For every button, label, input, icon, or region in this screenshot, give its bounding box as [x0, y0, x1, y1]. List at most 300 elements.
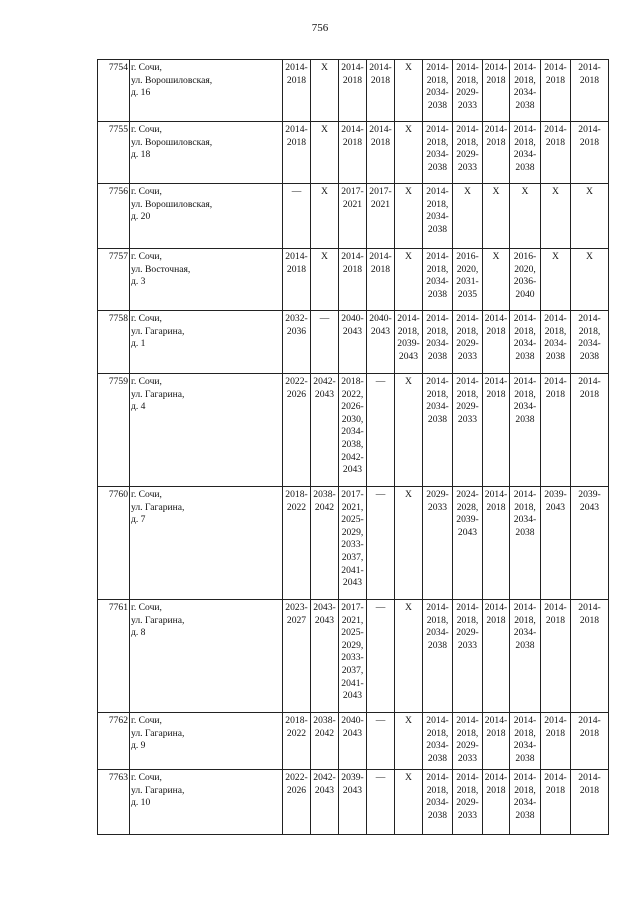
schedule-value: 2025- — [341, 627, 364, 639]
schedule-value: 2018, — [514, 136, 536, 148]
address-line: ул. Ворошиловская, — [131, 136, 213, 148]
schedule-value: 2014- — [484, 124, 508, 135]
schedule-value: 2014- — [513, 715, 537, 726]
schedule-value: 2014- — [578, 124, 601, 135]
schedule-value: 2014- — [544, 62, 567, 73]
schedule-value: 2014- — [426, 313, 449, 324]
schedule-value: 2042- — [313, 376, 336, 387]
schedule-value: 2018 — [579, 784, 600, 796]
schedule-value: 2022- — [285, 772, 308, 783]
schedule-value: 2034- — [426, 211, 449, 223]
schedule-value: X — [321, 62, 328, 73]
schedule-cell — [283, 60, 311, 122]
address-line: ул. Ворошиловская, — [131, 74, 213, 86]
schedule-value: 2018 — [486, 501, 506, 513]
schedule-value: — — [375, 489, 386, 500]
schedule-value: 2021 — [342, 198, 363, 210]
schedule-value: 2014- — [426, 124, 449, 135]
schedule-cell — [367, 311, 395, 374]
schedule-cell — [311, 249, 339, 311]
schedule-cell — [367, 600, 395, 713]
schedule-value: 2038 — [515, 752, 535, 764]
schedule-value: 2029, — [341, 526, 364, 538]
schedule-value: 2016- — [513, 251, 537, 262]
schedule-value: X — [321, 186, 328, 197]
schedule-value: 2014- — [456, 376, 479, 387]
schedule-value: 2043 — [342, 577, 363, 589]
housing-repair-schedule-table — [97, 59, 609, 835]
schedule-value: 2034- — [513, 627, 537, 639]
schedule-value: 2033 — [457, 639, 478, 651]
schedule-cell — [571, 311, 609, 374]
schedule-cell — [423, 487, 453, 600]
schedule-value: 2018, — [514, 727, 536, 739]
schedule-value: 2038 — [515, 350, 535, 362]
schedule-value: 2014- — [578, 715, 601, 726]
schedule-value: — — [375, 602, 386, 613]
address-line: г. Сочи, — [131, 602, 162, 613]
schedule-value: 2024- — [456, 489, 479, 500]
schedule-value: 2042 — [314, 727, 335, 739]
table-row — [98, 184, 609, 249]
row-number: 7763 — [98, 770, 130, 835]
schedule-value: 2021, — [341, 614, 364, 626]
schedule-value: 2018- — [285, 489, 308, 500]
schedule-cell — [283, 713, 311, 770]
schedule-value: 2022 — [286, 501, 307, 513]
schedule-cell — [311, 374, 339, 487]
schedule-cell — [483, 600, 510, 713]
schedule-value: 2038 — [427, 413, 448, 425]
schedule-value: 2018 — [579, 727, 600, 739]
schedule-value: 2018, — [578, 325, 601, 337]
schedule-cell — [510, 60, 541, 122]
schedule-value: — — [375, 715, 386, 726]
schedule-value: X — [321, 251, 328, 262]
schedule-cell — [541, 374, 571, 487]
schedule-value: 2038- — [313, 489, 336, 500]
schedule-value: 2033- — [341, 539, 364, 551]
schedule-value: 2029- — [456, 401, 479, 413]
schedule-value: 2018, — [456, 325, 479, 337]
schedule-value: 2041- — [341, 564, 364, 576]
schedule-value: 2018, — [397, 325, 420, 337]
schedule-value: 2018 — [545, 388, 566, 400]
schedule-value: 2018, — [456, 136, 479, 148]
address-cell — [130, 60, 283, 122]
schedule-cell — [541, 600, 571, 713]
schedule-cell — [510, 770, 541, 835]
schedule-value: 2038 — [515, 809, 535, 821]
schedule-value: 2043 — [342, 727, 363, 739]
schedule-cell — [423, 770, 453, 835]
schedule-cell — [483, 713, 510, 770]
schedule-cell — [571, 184, 609, 249]
schedule-cell — [541, 122, 571, 184]
schedule-value: 2018, — [514, 325, 536, 337]
schedule-cell — [395, 600, 423, 713]
schedule-value: 2031- — [456, 276, 479, 288]
row-number: 7760 — [98, 487, 130, 600]
schedule-value: X — [405, 251, 412, 262]
schedule-cell — [571, 713, 609, 770]
schedule-cell — [311, 184, 339, 249]
schedule-value: 2029- — [456, 338, 479, 350]
schedule-value: 2018 — [370, 263, 391, 275]
schedule-cell — [571, 60, 609, 122]
schedule-value: 2018 — [286, 263, 307, 275]
schedule-cell — [339, 249, 367, 311]
schedule-cell — [367, 249, 395, 311]
schedule-value: 2022 — [286, 727, 307, 739]
schedule-value: 2029, — [341, 639, 364, 651]
schedule-cell — [367, 374, 395, 487]
schedule-value: 2034- — [426, 401, 449, 413]
schedule-value: 2039- — [544, 489, 567, 500]
schedule-value: 2018, — [456, 388, 479, 400]
address-line: ул. Гагарина, — [131, 727, 185, 739]
schedule-value: 2018 — [342, 263, 363, 275]
schedule-value: 2038 — [515, 161, 535, 173]
schedule-value: 2029- — [456, 87, 479, 99]
schedule-cell — [283, 249, 311, 311]
address-line: д. 18 — [131, 149, 151, 161]
schedule-value: 2038, — [341, 438, 364, 450]
schedule-cell — [510, 122, 541, 184]
schedule-cell — [311, 122, 339, 184]
schedule-value: 2028, — [456, 501, 479, 513]
schedule-value: 2014- — [341, 124, 364, 135]
schedule-value: 2029- — [456, 627, 479, 639]
schedule-cell — [395, 184, 423, 249]
schedule-value: 2030, — [341, 413, 364, 425]
table-row — [98, 600, 609, 713]
address-line: д. 10 — [131, 797, 151, 809]
address-line: г. Сочи, — [131, 62, 162, 73]
address-line: ул. Гагарина, — [131, 325, 185, 337]
schedule-value: 2018 — [486, 614, 506, 626]
address-line: г. Сочи, — [131, 772, 162, 783]
schedule-value: 2043- — [313, 602, 336, 613]
schedule-value: 2014- — [544, 376, 567, 387]
schedule-value: 2018, — [514, 614, 536, 626]
address-cell — [130, 487, 283, 600]
schedule-value: 2034- — [426, 627, 449, 639]
schedule-value: 2029- — [456, 149, 479, 161]
address-cell — [130, 249, 283, 311]
schedule-value: 2043 — [545, 501, 566, 513]
schedule-value: 2020, — [456, 263, 479, 275]
schedule-value: 2014- — [578, 62, 601, 73]
schedule-value: 2014- — [456, 715, 479, 726]
schedule-cell — [483, 249, 510, 311]
table-row — [98, 311, 609, 374]
schedule-value: 2018, — [514, 388, 536, 400]
schedule-cell — [339, 122, 367, 184]
schedule-value: 2018 — [579, 136, 600, 148]
schedule-value: 2040 — [515, 288, 535, 300]
schedule-value: 2014- — [456, 124, 479, 135]
schedule-value: 2014- — [578, 376, 601, 387]
schedule-value: 2026 — [286, 784, 307, 796]
schedule-value: 2018 — [486, 74, 506, 86]
address-cell — [130, 600, 283, 713]
schedule-cell — [453, 713, 483, 770]
schedule-value: 2018, — [544, 325, 567, 337]
schedule-value: 2038 — [427, 639, 448, 651]
address-line: д. 20 — [131, 211, 151, 223]
schedule-value: 2018, — [426, 388, 449, 400]
schedule-value: 2014- — [426, 62, 449, 73]
schedule-cell — [453, 374, 483, 487]
schedule-value: 2014- — [513, 62, 537, 73]
row-number: 7758 — [98, 311, 130, 374]
schedule-value: 2038- — [313, 715, 336, 726]
schedule-value: X — [464, 186, 471, 197]
schedule-value: — — [319, 313, 330, 324]
schedule-value: 2018, — [426, 263, 449, 275]
schedule-value: 2038 — [427, 288, 448, 300]
schedule-value: X — [405, 715, 412, 726]
schedule-cell — [367, 60, 395, 122]
schedule-value: 2036 — [286, 325, 307, 337]
schedule-cell — [311, 487, 339, 600]
schedule-value: 2038 — [579, 350, 600, 362]
schedule-value: 2014- — [369, 62, 392, 73]
schedule-cell — [423, 600, 453, 713]
address-cell — [130, 770, 283, 835]
schedule-cell — [571, 770, 609, 835]
schedule-value: 2038 — [515, 413, 535, 425]
schedule-value: 2014- — [285, 251, 308, 262]
schedule-value: 2037, — [341, 664, 364, 676]
schedule-cell — [367, 487, 395, 600]
schedule-cell — [423, 184, 453, 249]
schedule-cell — [541, 770, 571, 835]
schedule-value: X — [492, 186, 500, 197]
schedule-value: 2034- — [426, 797, 449, 809]
row-number: 7754 — [98, 60, 130, 122]
schedule-value: 2034- — [513, 797, 537, 809]
schedule-cell — [283, 770, 311, 835]
schedule-cell — [395, 770, 423, 835]
schedule-value: 2018, — [426, 198, 449, 210]
schedule-value: 2043 — [579, 501, 600, 513]
schedule-value: 2014- — [578, 772, 601, 783]
schedule-value: 2014- — [397, 313, 420, 324]
schedule-value: 2018 — [486, 784, 506, 796]
schedule-value: 2043 — [342, 464, 363, 476]
table-row — [98, 122, 609, 184]
address-line: д. 8 — [131, 627, 146, 639]
schedule-value: 2021 — [370, 198, 391, 210]
schedule-value: 2043 — [398, 350, 419, 362]
schedule-cell — [423, 60, 453, 122]
schedule-value: 2033 — [427, 501, 448, 513]
schedule-cell — [367, 770, 395, 835]
schedule-value: 2033 — [457, 413, 478, 425]
schedule-value: 2014- — [513, 602, 537, 613]
schedule-value: 2034- — [513, 514, 537, 526]
schedule-value: 2038 — [427, 809, 448, 821]
schedule-value: 2042 — [314, 501, 335, 513]
schedule-cell — [541, 311, 571, 374]
schedule-cell — [483, 770, 510, 835]
schedule-value: 2040- — [341, 715, 364, 726]
schedule-value: 2041- — [341, 677, 364, 689]
schedule-value: 2018, — [426, 784, 449, 796]
schedule-value: 2033 — [457, 99, 478, 111]
schedule-value: 2034- — [426, 149, 449, 161]
schedule-value: 2018, — [514, 784, 536, 796]
address-cell — [130, 311, 283, 374]
schedule-cell — [483, 60, 510, 122]
schedule-value: 2014- — [456, 62, 479, 73]
schedule-cell — [571, 122, 609, 184]
schedule-value: 2034- — [513, 740, 537, 752]
table-row — [98, 374, 609, 487]
schedule-value: 2026- — [341, 401, 364, 413]
address-line: д. 16 — [131, 87, 151, 99]
schedule-cell — [483, 374, 510, 487]
schedule-value: 2043 — [342, 325, 363, 337]
schedule-value: 2043 — [342, 784, 363, 796]
schedule-value: 2038 — [515, 639, 535, 651]
schedule-value: 2026 — [286, 388, 307, 400]
schedule-value: 2038 — [515, 99, 535, 111]
schedule-cell — [395, 487, 423, 600]
page-number: 756 — [311, 22, 329, 34]
schedule-cell — [510, 184, 541, 249]
schedule-value: 2018 — [370, 74, 391, 86]
schedule-value: 2014- — [513, 124, 537, 135]
schedule-value: 2039- — [341, 772, 364, 783]
schedule-cell — [483, 487, 510, 600]
schedule-value: 2018 — [579, 74, 600, 86]
row-number: 7755 — [98, 122, 130, 184]
address-line: г. Сочи, — [131, 715, 162, 726]
schedule-cell — [339, 600, 367, 713]
schedule-value: 2022, — [341, 388, 364, 400]
schedule-cell — [571, 600, 609, 713]
address-line: ул. Восточная, — [131, 263, 191, 275]
schedule-value: 2034- — [513, 338, 537, 350]
schedule-cell — [283, 600, 311, 713]
schedule-value: 2042- — [341, 451, 364, 463]
schedule-value: X — [492, 251, 500, 262]
schedule-cell — [395, 713, 423, 770]
schedule-value: 2043 — [342, 690, 363, 702]
schedule-cell — [541, 487, 571, 600]
schedule-value: 2034- — [426, 87, 449, 99]
schedule-cell — [367, 122, 395, 184]
address-line: д. 3 — [131, 276, 146, 288]
schedule-value: X — [405, 186, 412, 197]
schedule-value: 2014- — [484, 62, 508, 73]
schedule-value: 2014- — [456, 313, 479, 324]
schedule-cell — [541, 60, 571, 122]
address-line: ул. Ворошиловская, — [131, 198, 213, 210]
table-row — [98, 770, 609, 835]
address-line: г. Сочи, — [131, 313, 162, 324]
schedule-value: 2018, — [514, 501, 536, 513]
schedule-value: 2014- — [544, 772, 567, 783]
schedule-value: X — [405, 772, 412, 783]
schedule-cell — [311, 60, 339, 122]
address-line: ул. Гагарина, — [131, 388, 185, 400]
schedule-value: 2034- — [513, 87, 537, 99]
schedule-cell — [453, 60, 483, 122]
schedule-value: 2018 — [286, 136, 307, 148]
schedule-value: 2018 — [545, 74, 566, 86]
schedule-value: 2018, — [426, 74, 449, 86]
schedule-value: 2029- — [456, 797, 479, 809]
schedule-value: 2018 — [486, 136, 506, 148]
schedule-value: 2035 — [457, 288, 478, 300]
schedule-cell — [453, 184, 483, 249]
schedule-value: 2018 — [342, 74, 363, 86]
row-number: 7757 — [98, 249, 130, 311]
address-line: г. Сочи, — [131, 251, 162, 262]
schedule-cell — [395, 311, 423, 374]
schedule-value: 2014- — [426, 376, 449, 387]
schedule-cell — [483, 184, 510, 249]
schedule-value: 2018, — [426, 727, 449, 739]
schedule-value: 2022- — [285, 376, 308, 387]
schedule-value: 2018 — [579, 614, 600, 626]
schedule-cell — [453, 770, 483, 835]
schedule-cell — [423, 374, 453, 487]
address-cell — [130, 122, 283, 184]
schedule-value: 2036- — [513, 276, 537, 288]
schedule-cell — [283, 184, 311, 249]
schedule-value: 2038 — [427, 752, 448, 764]
schedule-value: X — [521, 186, 529, 197]
schedule-value: 2014- — [578, 313, 601, 324]
schedule-value: 2032- — [285, 313, 308, 324]
schedule-cell — [571, 487, 609, 600]
table-row — [98, 487, 609, 600]
schedule-value: 2017- — [369, 186, 392, 197]
schedule-value: 2018, — [456, 614, 479, 626]
schedule-value: 2014- — [484, 376, 508, 387]
schedule-cell — [510, 311, 541, 374]
schedule-value: 2018 — [545, 784, 566, 796]
schedule-value: 2034- — [578, 338, 601, 350]
schedule-cell — [339, 184, 367, 249]
schedule-value: 2018- — [285, 715, 308, 726]
schedule-cell — [453, 311, 483, 374]
schedule-value: 2033 — [457, 350, 478, 362]
schedule-value: 2017- — [341, 489, 364, 500]
schedule-cell — [541, 184, 571, 249]
schedule-cell — [510, 487, 541, 600]
schedule-value: 2039- — [456, 514, 479, 526]
schedule-value: 2039- — [397, 338, 420, 350]
schedule-cell — [367, 713, 395, 770]
row-number: 7761 — [98, 600, 130, 713]
schedule-value: 2033- — [341, 652, 364, 664]
schedule-value: X — [405, 602, 412, 613]
schedule-cell — [541, 713, 571, 770]
schedule-value: 2018, — [426, 136, 449, 148]
schedule-value: 2014- — [369, 251, 392, 262]
schedule-value: 2033 — [457, 161, 478, 173]
schedule-value: 2020, — [514, 263, 536, 275]
address-line: ул. Гагарина, — [131, 614, 185, 626]
schedule-value: 2018 — [286, 74, 307, 86]
schedule-value: 2014- — [426, 251, 449, 262]
